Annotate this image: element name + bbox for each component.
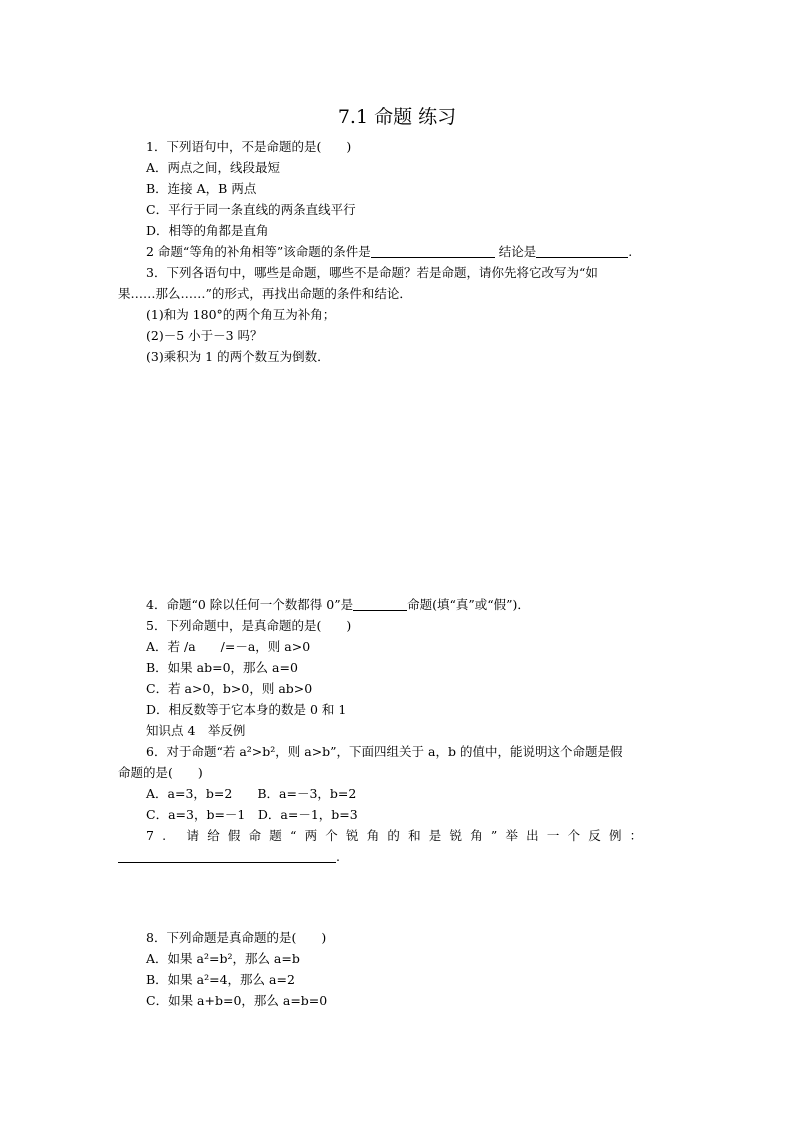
question-5-option-c: C．若 a>0，b>0，则 ab>0 <box>146 681 313 696</box>
question-5: 5．下列命题中，是真命题的是( ) <box>146 618 352 633</box>
question-8-option-a: A．如果 a²=b²，那么 a=b <box>146 951 300 966</box>
question-3-line-1: 3．下列各语句中，哪些是命题，哪些不是命题？若是命题，请你先将它改写为“如 <box>146 265 598 280</box>
question-2-text: 2 命题“等角的补角相等”该命题的条件是 <box>146 244 371 259</box>
question-5-option-a: A．若 /a /=－a，则 a>0 <box>146 639 311 654</box>
answer-blank-condition <box>371 245 495 258</box>
question-6-line-1: 6．对于命题“若 a²>b²，则 a>b”，下面四组关于 a，b 的值中，能说明这个命题是假 <box>146 744 623 759</box>
answer-blank-true-false <box>353 598 407 611</box>
question-6-line-2: 命题的是( ) <box>118 765 203 780</box>
question-7-period: . <box>336 849 340 864</box>
question-2 <box>146 244 632 260</box>
question-5-option-d: D．相反数等于它本身的数是 0 和 1 <box>146 702 347 717</box>
question-2-period: . <box>628 244 633 259</box>
question-5-option-b: B．如果 ab=0，那么 a=0 <box>146 660 298 675</box>
question-1-option-c: C．平行于同一条直线的两条直线平行 <box>146 202 356 217</box>
question-6-options-a-b: A．a=3，b=2 B．a=－3，b=2 <box>146 786 357 801</box>
page-title: 7.1 命题 练习 <box>337 106 457 128</box>
question-3-line-2: 果……那么……”的形式，再找出命题的条件和结论． <box>118 286 412 301</box>
question-3-item-1: (1)和为 180°的两个角互为补角； <box>146 307 336 322</box>
question-8-option-c: C．如果 a+b=0，那么 a=b=0 <box>146 993 328 1008</box>
answer-blank-counterexample <box>118 850 336 863</box>
knowledge-point-4-heading: 知识点 4 举反例 <box>146 723 246 738</box>
question-4-text: 4．命题“0 除以任何一个数都得 0”是 <box>146 597 354 612</box>
question-3-item-3: (3)乘积为 1 的两个数互为倒数． <box>146 349 330 364</box>
question-2-conclusion-label: 结论是 <box>494 244 537 259</box>
question-1-option-a: A．两点之间，线段最短 <box>146 160 281 175</box>
answer-blank-conclusion <box>536 245 628 258</box>
question-4 <box>146 597 530 613</box>
question-1: 1．下列语句中，不是命题的是( ) <box>146 139 352 154</box>
question-1-option-d: D．相等的角都是直角 <box>146 223 269 238</box>
question-8-option-b: B．如果 a²=4，那么 a=2 <box>146 972 295 987</box>
question-6-options-c-d: C．a=3，b=－1 D．a=－1，b=3 <box>146 807 358 822</box>
question-1-option-b: B．连接 A，B 两点 <box>146 181 257 196</box>
question-7-answer-line <box>118 849 340 865</box>
question-4-suffix: 命题(填“真”或“假”)． <box>407 597 530 612</box>
question-7-line-1: 7. 请给假命题“两个锐角的和是锐角”举出一个反例： <box>146 828 651 843</box>
question-8: 8．下列命题是真命题的是( ) <box>146 930 327 945</box>
question-3-item-2: (2)－5 小于－3 吗？ <box>146 328 263 343</box>
